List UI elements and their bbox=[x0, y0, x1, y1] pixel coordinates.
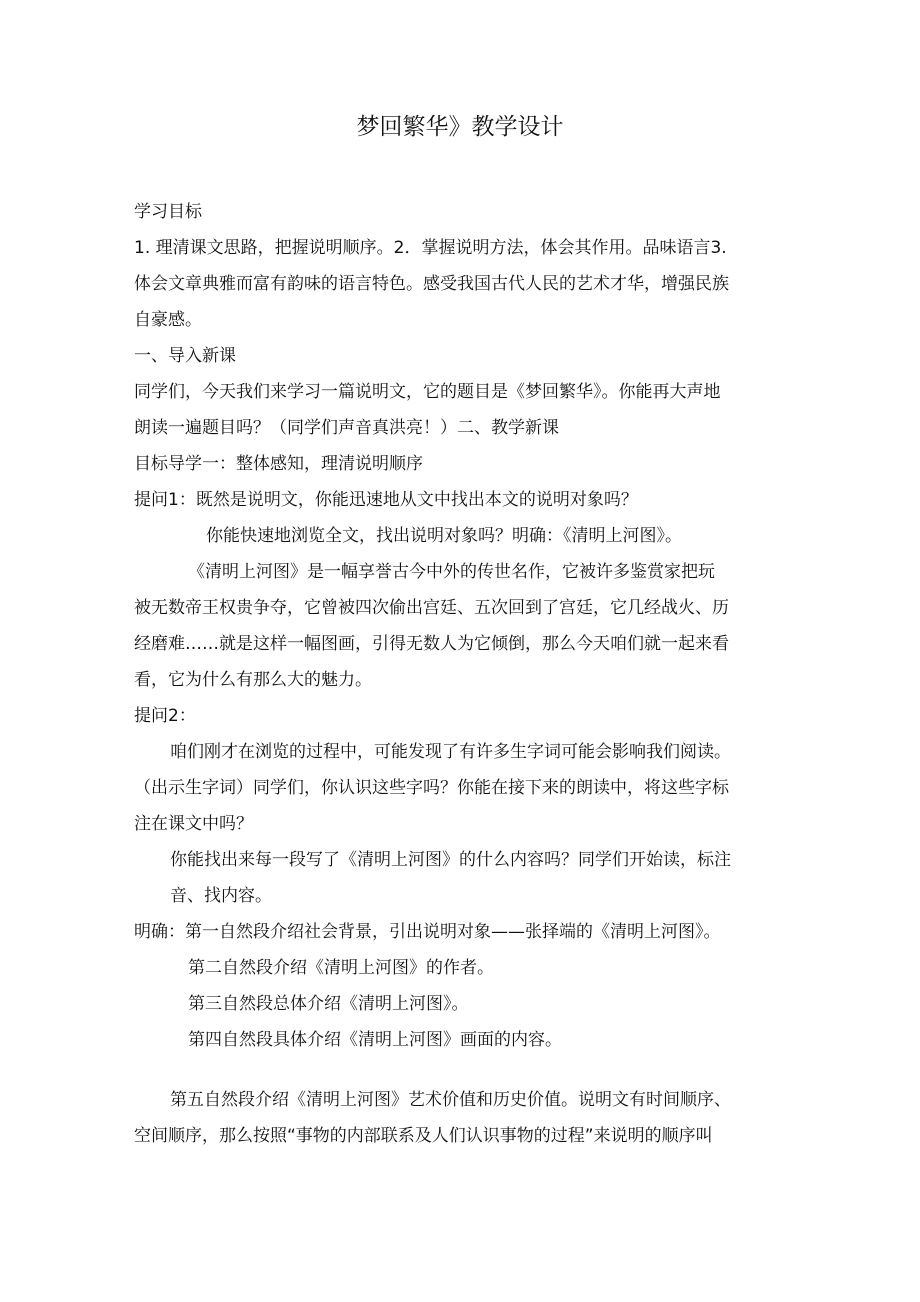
text-line: 同学们，今天我们来学习一篇说明文，它的题目是《梦回繁华》。你能再大声地 bbox=[134, 382, 721, 402]
text-line: 被无数帝王权贵争夺，它曾被四次偷出宫廷、五次回到了宫廷，它几经战火、历 bbox=[134, 598, 729, 618]
text-line: 第四自然段具体介绍《清明上河图》画面的内容。 bbox=[188, 1030, 562, 1050]
text-line: 你能找出来每一段写了《清明上河图》的什么内容吗？同学们开始读，标注 bbox=[170, 850, 731, 870]
text-line: （出示生字词）同学们，你认识这些字吗？你能在接下来的朗读中，将这些字标 bbox=[134, 778, 729, 798]
answer-line: 明确：第一自然段介绍社会背景，引出说明对象——张择端的《清明上河图》。 bbox=[134, 922, 721, 942]
text-line: 体会文章典雅而富有韵味的语言特色。感受我国古代人民的艺术才华，增强民族 bbox=[134, 274, 729, 294]
text-line: 注在课文中吗？ bbox=[134, 814, 253, 834]
question-1: 提问1：既然是说明文，你能迅速地从文中找出本文的说明对象吗？ bbox=[134, 490, 638, 510]
text-line: 第二自然段介绍《清明上河图》的作者。 bbox=[188, 958, 494, 978]
text-line: 经磨难……就是这样一幅图画，引得无数人为它倾倒，那么今天咱们就一起来看 bbox=[134, 634, 729, 654]
document-title: 梦回繁华》教学设计 bbox=[356, 114, 564, 140]
text-line: 咱们刚才在浏览的过程中，可能发现了有许多生字词可能会影响我们阅读。 bbox=[170, 742, 731, 762]
text-line: 第五自然段介绍《清明上河图》艺术价值和历史价值。说明文有时间顺序、 bbox=[170, 1090, 731, 1110]
text-line: 看，它为什么有那么大的魅力。 bbox=[134, 670, 372, 690]
text-line: 《清明上河图》是一幅享誉古今中外的传世名作，它被许多鉴赏家把玩 bbox=[188, 562, 715, 582]
question-2: 提问2： bbox=[134, 706, 196, 726]
text-line: 空间顺序，那么按照“事物的内部联系及人们认识事物的过程”来说明的顺序叫 bbox=[134, 1126, 713, 1146]
section-heading-intro: 一、导入新课 bbox=[134, 346, 236, 366]
section-heading-goal-1: 目标导学一：整体感知，理清说明顺序 bbox=[134, 454, 423, 474]
text-line: 音、找内容。 bbox=[170, 886, 272, 906]
text-line: 自豪感。 bbox=[134, 310, 202, 330]
text-line: 第三自然段总体介绍《清明上河图》。 bbox=[188, 994, 469, 1014]
text-line: 朗读一遍题目吗？（同学们声音真洪亮！）二、教学新课 bbox=[134, 418, 559, 438]
text-line: 你能快速地浏览全文，找出说明对象吗？明确：《清明上河图》。 bbox=[206, 526, 682, 546]
text-line: 1. 理清课文思路，把握说明顺序。2．掌握说明方法，体会其作用。品味语言3. bbox=[134, 238, 727, 258]
section-heading-objectives: 学习目标 bbox=[134, 202, 202, 222]
